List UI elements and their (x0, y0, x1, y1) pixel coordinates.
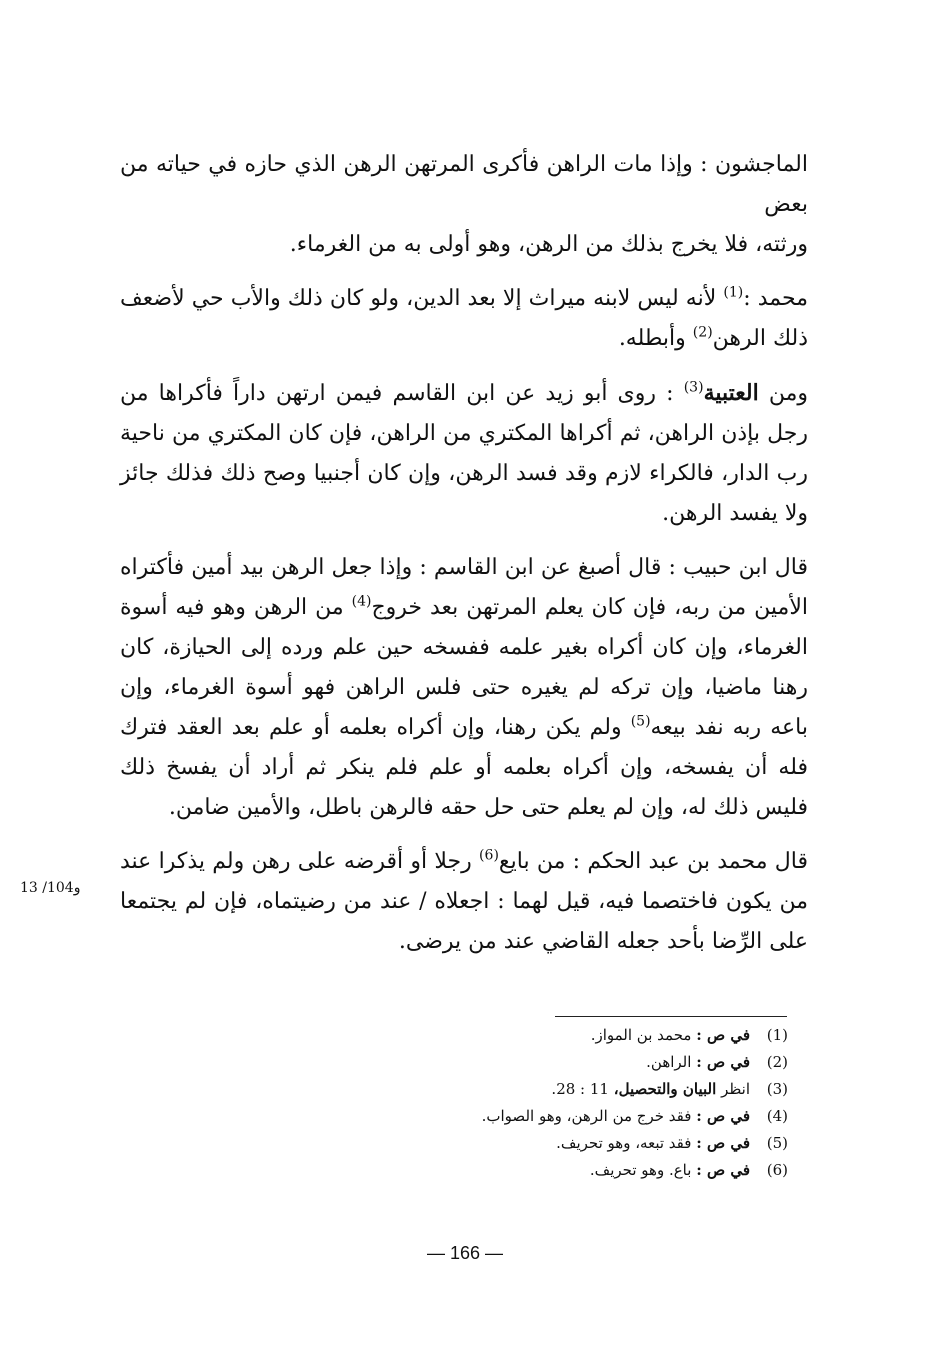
footnote-5 (380, 1130, 788, 1157)
paragraph-1-line-1: الماجشون : وإذا مات الراهن فأكرى المرتهن الرهن الذي حازه في حياته من بعض (120, 152, 808, 217)
paragraph-2-text: محمد : (743, 286, 808, 311)
paragraph-1-line-2: ورثته، فلا يخرج بذلك من الرهن، وهو أولى به من الغرماء. (289, 232, 808, 257)
footnote-prefix: في ص : (696, 1134, 750, 1152)
footnote-body: الراهن. (646, 1053, 692, 1071)
footnote-4 (380, 1103, 788, 1130)
paragraph-4-text: من الرهن وهو فيه أسوة الغرماء، وإن كان أكراه بغير علمه ففسخه حين علم ورده إلى الحيازة، كان رهنا ماضيا، وإن تركه لم يغيره حتى فلس الراهن فهو أسوة الغرماء، وإن باعه ربه نفد بيعه (120, 595, 808, 740)
footnote-6 (380, 1157, 788, 1184)
paragraph-5-text: رجلا أو أقرضه على رهن ولم يذكرا عند من يكون فاختصما فيه، قيل لهما : اجعلاه / عند من رضيتماه، فإن لم يجتمعا على الرِّضا بأحد جعله القاضي عند من يرضى. (120, 849, 808, 954)
footnote-text (380, 1049, 750, 1076)
footnote-cited-title: البيان والتحصيل، (613, 1080, 717, 1098)
paragraph-3-text: : روى أبو زيد عن ابن القاسم فيمن ارتهن داراً فأكراها من رجل بإذن الراهن، ثم أكراها المكتري من الراهن، فإن كان المكتري من ناحية رب الدار، فالكراء لازم وقد فسد الرهن، وإن كان أجنبيا وصح ذلك فذلك جائز ولا يفسد الرهن. (120, 381, 808, 526)
footnote-number: (2) (766, 1053, 788, 1071)
footnote-text (380, 1076, 750, 1103)
source-title-utbiyya: العتبية (703, 380, 759, 406)
footnote-ref-1: (1) (723, 284, 744, 301)
manuscript-folio-note: 13 /104و (20, 880, 81, 896)
paragraph-4 (120, 548, 808, 828)
footnote-text (380, 1022, 750, 1049)
footnote-number: (6) (766, 1161, 788, 1179)
footnote-text (380, 1157, 750, 1184)
footnote-2 (380, 1049, 788, 1076)
footnote-number: (1) (766, 1026, 788, 1044)
footnote-ref-4: (4) (351, 593, 372, 610)
paragraph-2-text: لأنه ليس لابنه ميراث إلا بعد الدين، ولو كان ذلك والأب حي لأضعف ذلك الرهن (120, 286, 808, 351)
paragraph-5 (120, 842, 808, 962)
footnote-number: (3) (766, 1080, 788, 1098)
footnote-body: محمد بن المواز. (590, 1026, 692, 1044)
footnote-number: (4) (766, 1107, 788, 1125)
footnote-prefix: في ص : (696, 1107, 750, 1125)
footnote-prefix: في ص : (696, 1026, 750, 1044)
footnote-1 (380, 1022, 788, 1049)
paragraph-5-text: قال محمد بن عبد الحكم : من بايع (498, 849, 808, 874)
footnote-body: 11 : 28. (551, 1080, 609, 1098)
footnote-3 (380, 1076, 788, 1103)
paragraph-3-text: ومن (758, 381, 808, 406)
footnote-body: باع. وهو تحريف. (589, 1161, 692, 1179)
footnote-prefix: في ص : (696, 1053, 750, 1071)
footnote-prefix: في ص : (696, 1161, 750, 1179)
footnotes (380, 1022, 788, 1184)
main-text (120, 145, 808, 976)
paragraph-1 (120, 145, 808, 265)
footnote-text (380, 1130, 750, 1157)
footnote-text (380, 1103, 750, 1130)
paragraph-4-text: ولم يكن رهنا، وإن أكراه بعلمه أو علم بعد العقد فترك فله أن يفسخه، وإن أكراه بعلمه أو علم فلم ينكر ثم أراد أن يفسخ ذلك فليس ذلك له، وإن لم يعلم حتى حل حقه فالرهن باطل، والأمين ضامن. (120, 715, 808, 820)
footnote-ref-2: (2) (692, 324, 713, 341)
paragraph-4-text: قال ابن حبيب : قال أصبغ عن ابن القاسم : وإذا جعل الرهن بيد أمين فأكتراه الأمين من ربه، فإن كان يعلم المرتهن بعد خروج (120, 555, 808, 620)
page-number: — 166 — (426, 1243, 504, 1263)
footnote-body: فقد خرج من الرهن، وهو الصواب. (481, 1107, 692, 1125)
paragraph-2-text: وأبطله. (618, 326, 693, 351)
footnote-ref-3: (3) (683, 379, 704, 396)
footnote-divider (555, 1016, 787, 1017)
footnote-ref-5: (5) (630, 713, 651, 730)
paragraph-2 (120, 279, 808, 359)
footnote-number: (5) (766, 1134, 788, 1152)
footnote-body: فقد تبعه، وهو تحريف. (556, 1134, 692, 1152)
footnote-prefix: انظر (721, 1080, 750, 1098)
paragraph-3 (120, 373, 808, 534)
footnote-ref-6: (6) (479, 847, 499, 864)
